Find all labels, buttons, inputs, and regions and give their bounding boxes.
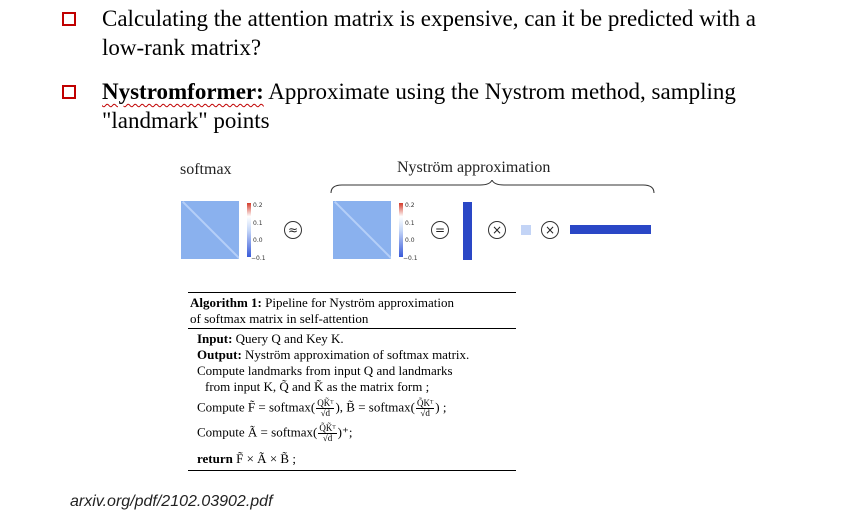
colorbar-tick: 0.0 <box>405 237 415 244</box>
algorithm-output: Output: Nyström approximation of softmax matrix. <box>197 347 470 362</box>
colorbar <box>399 203 403 257</box>
colorbar-tick: 0.2 <box>405 202 415 209</box>
algorithm-step-compute-a: Compute Ã = softmax( $\frac{\text{Q̃K̃ᵀ}}{√d}$ )⁺; <box>197 423 353 443</box>
nystrom-approximation-label: Nyström approximation <box>397 159 551 176</box>
colorbar-tick: 0.1 <box>405 220 415 227</box>
algorithm-step-compute-f-b: Compute F̃ = softmax( $\frac{\text{QK̃ᵀ}}{√d}$ ), B̃ = softmax( $\frac{\text{Q̃Kᵀ}}{√d}$ ) ; <box>197 398 447 418</box>
a-tilde-matrix <box>521 225 531 235</box>
algorithm-step-landmarks-cont: from input K, Q̃ and K̃ as the matrix form ; <box>205 379 430 394</box>
bullet-text-2 <box>102 77 792 135</box>
bullet-text-2-body: Approximate using the Nystrom method, sampling "landmark" points <box>102 79 736 133</box>
checkbox-bullet-icon <box>62 85 76 99</box>
nystrom-matrix-heatmap <box>333 201 391 259</box>
nystromformer-keyword: Nystromformer: <box>102 79 264 104</box>
bullet-text-1: Calculating the attention matrix is expensive, can it be predicted with a low-rank matrix? <box>102 6 757 60</box>
algorithm-step-landmarks: Compute landmarks from input Q and landmarks <box>197 363 453 378</box>
source-link[interactable]: arxiv.org/pdf/2102.03902.pdf <box>70 493 273 510</box>
equals-symbol-icon: = <box>431 221 449 239</box>
algorithm-caption-text: Pipeline for Nyström approximation <box>261 295 454 310</box>
multiply-symbol-icon: × <box>488 221 506 239</box>
bullet-item-1 <box>62 4 792 62</box>
algorithm-caption <box>188 293 516 328</box>
colorbar-tick: 0.2 <box>253 202 263 209</box>
algorithm-caption-text-2: of softmax matrix in self-attention <box>190 311 369 326</box>
algorithm-input: Input: Query Q and Key K. <box>197 331 344 346</box>
f-tilde-matrix <box>463 202 472 260</box>
algorithm-number: Algorithm 1: <box>190 295 262 310</box>
bullet-item-2 <box>62 77 792 135</box>
b-tilde-matrix <box>570 225 651 234</box>
colorbar-tick: −0.1 <box>251 255 266 262</box>
curly-brace-icon <box>330 180 655 194</box>
softmax-matrix-heatmap <box>181 201 239 259</box>
checkbox-bullet-icon <box>62 12 76 26</box>
algorithm-box <box>188 292 516 471</box>
multiply-symbol-icon: × <box>541 221 559 239</box>
colorbar <box>247 203 251 257</box>
algorithm-return: return F̃ × Ã × B̃ ; <box>197 451 296 466</box>
colorbar-tick: 0.0 <box>253 237 263 244</box>
approx-symbol-icon: ≈ <box>284 221 302 239</box>
colorbar-tick: 0.1 <box>253 220 263 227</box>
colorbar-tick: −0.1 <box>403 255 418 262</box>
softmax-label: softmax <box>180 161 232 178</box>
